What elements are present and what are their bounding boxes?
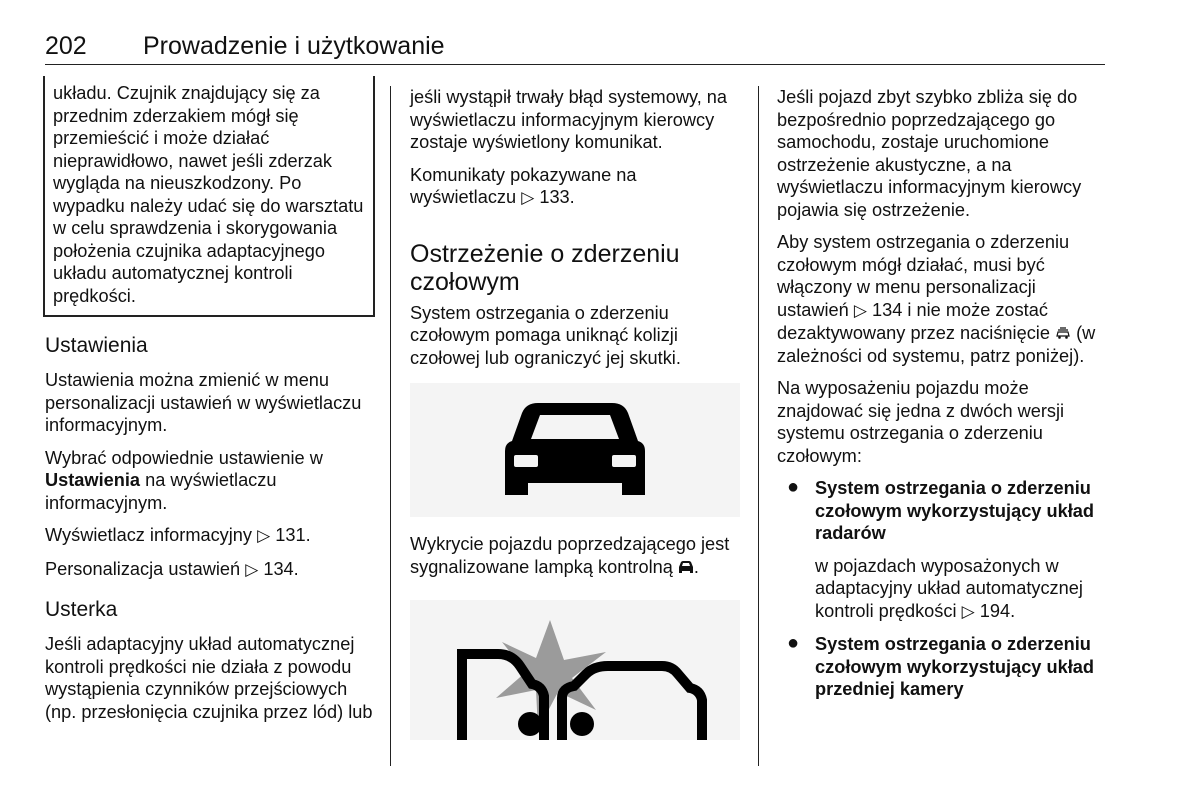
page-reference[interactable]: ▷ 134 [853, 299, 903, 320]
menu-item-name: Ustawienia [45, 470, 141, 490]
page-ref-arrow-icon: ▷ [245, 559, 259, 579]
bullet-icon: ● [787, 476, 800, 498]
page-header [45, 32, 1105, 66]
heading-fault: Usterka [45, 598, 118, 621]
notice-text: układu. Czujnik znajdujący się za przednim zderzakiem mógł się przemieścić i może działać nieprawidłowo, nawet jeśli zderzak wygląda na nieuszkodzony. Po wypadku należy udać się do warsztatu w celu sprawdzenia i skorygowania położenia czujnika adaptacyjnego układu automatycznej kontroli prędkości. [53, 83, 364, 306]
page-title: Prowadzenie i użytkowanie [143, 32, 445, 60]
paragraph: Wyświetlacz informacyjny ▷ 131. [45, 525, 311, 545]
paragraph: Jeśli adaptacyjny układ automatycznej kontroli prędkości nie działa z powodu wystąpienia czynników przejściowych (np. przesłonięcia czujnika przez lód) lub [45, 634, 373, 722]
page-ref-arrow-icon: ▷ [853, 300, 867, 320]
column-divider-1 [390, 86, 391, 766]
paragraph: Na wyposażeniu pojazdu może znajdować się jedna z dwóch wersji systemu ostrzegania o zderzeniu czołowym: [777, 378, 1065, 466]
paragraph: Aby system ostrzegania o zderzeniu czołowym mógł działać, musi być włączony w menu personalizacji ustawień ▷ 134 i nie może zostać dezaktywowany przez naciśnięcie (w zależności od systemu, patrz poniżej). [777, 232, 1096, 366]
paragraph: Ustawienia można zmienić w menu personalizacji ustawień w wyświetlaczu informacyjnym. [45, 370, 362, 435]
heading-settings: Ustawienia [45, 334, 148, 357]
paragraph: Wykrycie pojazdu poprzedzającego jest sygnalizowane lampką kontrolną . [410, 534, 730, 577]
paragraph: Komunikaty pokazywane na wyświetlaczu ▷ 133. [410, 164, 637, 207]
column-1 [45, 83, 375, 733]
disable-button-icon [1055, 323, 1071, 343]
section-heading: Ostrzeżenie o zderzeniu czołowym [410, 239, 680, 296]
page-ref-arrow-icon: ▷ [521, 188, 535, 207]
page-reference[interactable]: ▷ 131. [257, 525, 311, 545]
page-reference[interactable]: ▷ 134. [245, 558, 299, 579]
notice-box [43, 76, 375, 317]
page-reference[interactable]: ▷ 194. [961, 600, 1016, 621]
page-number: 202 [45, 32, 87, 60]
paragraph: jeśli wystąpił trwały błąd systemowy, na wyświetlaczu informacyjnym kierowcy zostaje wyświetlony komunikat. [410, 87, 728, 152]
system-version-list [777, 477, 1107, 701]
page-ref-arrow-icon: ▷ [257, 526, 271, 545]
page-reference[interactable]: ▷ 133. [521, 187, 575, 207]
collision-icon [410, 600, 740, 740]
paragraph: Wybrać odpowiednie ustawienie w Ustawienia na wyświetlaczu informacyjnym. [45, 447, 323, 513]
car-warning-illustration [410, 383, 740, 517]
header-rule [45, 64, 1105, 65]
list-item: ● System ostrzegania o zderzeniu czołowym wykorzystujący układ radarów w pojazdach wyposażonych w adaptacyjny układ automatycznej kontroli prędkości ▷ 194. [787, 476, 1094, 621]
bullet-icon: ● [787, 632, 800, 654]
paragraph: System ostrzegania o zderzeniu czołowym pomaga uniknąć kolizji czołowej lub ograniczyć jej skutki. [410, 302, 681, 368]
page-ref-arrow-icon: ▷ [961, 601, 975, 621]
car-front-icon [410, 383, 740, 517]
list-item: ● System ostrzegania o zderzeniu czołowym wykorzystujący układ przedniej kamery [787, 632, 1094, 699]
car-warning-lamp-icon [678, 557, 694, 577]
column-divider-2 [758, 86, 759, 766]
paragraph: Jeśli pojazd zbyt szybko zbliża się do bezpośrednio poprzedzającego go samochodu, zostaje uruchomione ostrzeżenie akustyczne, a na wyświetlaczu informacyjnym kierowcy pojawia się ostrzeżenie. [777, 87, 1082, 220]
paragraph: Personalizacja ustawień ▷ 134. [45, 558, 299, 579]
column-2 [410, 86, 740, 740]
collision-illustration [410, 600, 740, 740]
column-3 [777, 86, 1107, 711]
